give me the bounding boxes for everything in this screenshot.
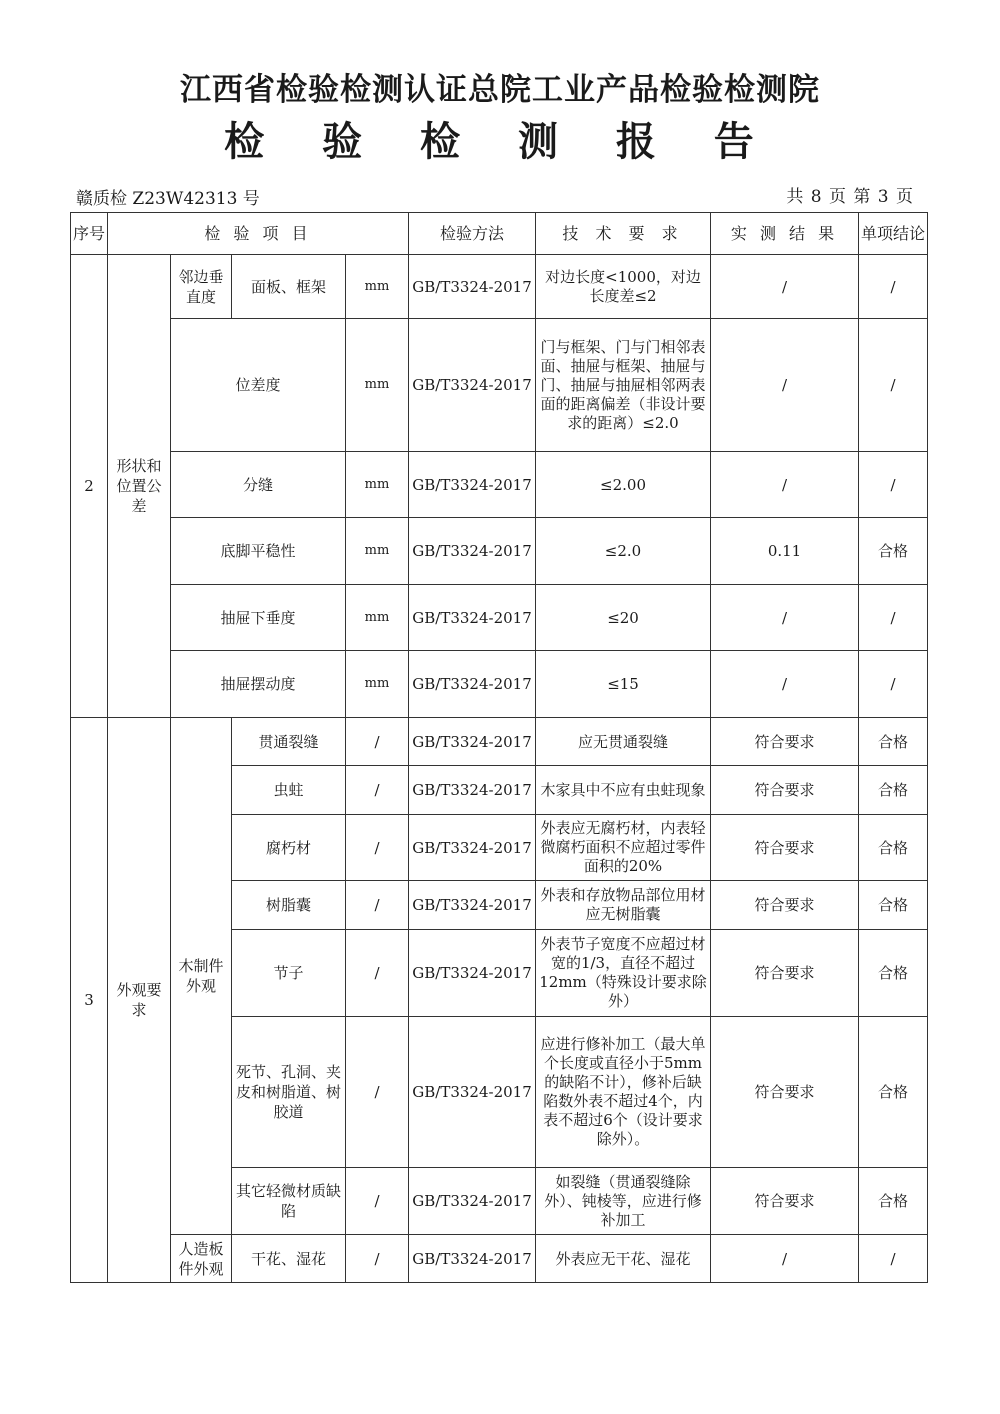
conclusion: 合格	[859, 930, 928, 1017]
conclusion: /	[859, 319, 928, 452]
item-name: 腐朽材	[232, 815, 346, 881]
document-title: 检 验 检 测 报 告	[224, 119, 776, 165]
result: 符合要求	[711, 718, 859, 766]
subgroup-name: 木制件外观	[171, 718, 232, 1235]
item-name: 干花、湿花	[232, 1235, 346, 1283]
result: 符合要求	[711, 1168, 859, 1235]
item-name: 抽屉摆动度	[171, 651, 346, 718]
unit: /	[346, 881, 409, 930]
item-name: 节子	[232, 930, 346, 1017]
result: 符合要求	[711, 766, 859, 815]
result: /	[711, 255, 859, 319]
requirement: ≤15	[536, 651, 711, 718]
method: GB/T3324-2017	[409, 718, 536, 766]
item-name: 分缝	[171, 452, 346, 518]
table-row	[71, 319, 928, 452]
group-seq: 2	[71, 255, 108, 718]
col-method: 检验方法	[409, 213, 536, 255]
requirement: 应无贯通裂缝	[536, 718, 711, 766]
requirement: 木家具中不应有虫蛀现象	[536, 766, 711, 815]
unit: /	[346, 718, 409, 766]
requirement: 外表应无腐朽材，内表轻微腐朽面积不应超过零件面积的20%	[536, 815, 711, 881]
result: /	[711, 1235, 859, 1283]
conclusion: 合格	[859, 1168, 928, 1235]
col-seq: 序号	[71, 213, 108, 255]
method: GB/T3324-2017	[409, 518, 536, 585]
method: GB/T3324-2017	[409, 815, 536, 881]
col-result: 实 测 结 果	[711, 213, 859, 255]
item-name: 贯通裂缝	[232, 718, 346, 766]
conclusion: /	[859, 255, 928, 319]
requirement: 应进行修补加工（最大单个长度或直径小于5mm的缺陷不计），修补后缺陷数外表不超过4个，内表不超过6个（设计要求除外）。	[536, 1017, 711, 1168]
conclusion: 合格	[859, 766, 928, 815]
table-row	[71, 718, 928, 766]
col-item: 检 验 项 目	[108, 213, 409, 255]
method: GB/T3324-2017	[409, 1017, 536, 1168]
method: GB/T3324-2017	[409, 319, 536, 452]
conclusion: 合格	[859, 815, 928, 881]
item-name: 树脂囊	[232, 881, 346, 930]
method: GB/T3324-2017	[409, 255, 536, 319]
unit: /	[346, 1168, 409, 1235]
result: 符合要求	[711, 1017, 859, 1168]
table-row	[71, 452, 928, 518]
item-name: 位差度	[171, 319, 346, 452]
method: GB/T3324-2017	[409, 1235, 536, 1283]
unit: mm	[346, 518, 409, 585]
method: GB/T3324-2017	[409, 651, 536, 718]
method: GB/T3324-2017	[409, 766, 536, 815]
method: GB/T3324-2017	[409, 1168, 536, 1235]
requirement: ≤20	[536, 585, 711, 651]
subgroup-name: 人造板件外观	[171, 1235, 232, 1283]
unit: /	[346, 1235, 409, 1283]
item-name: 底脚平稳性	[171, 518, 346, 585]
item-parent: 邻边垂直度	[171, 255, 232, 319]
requirement: ≤2.00	[536, 452, 711, 518]
table-row	[71, 1235, 928, 1283]
requirement: 门与框架、门与门相邻表面、抽屉与框架、抽屉与门、抽屉与抽屉相邻两表面的距离偏差（非设计要求的距离）≤2.0	[536, 319, 711, 452]
conclusion: /	[859, 585, 928, 651]
result: /	[711, 651, 859, 718]
method: GB/T3324-2017	[409, 585, 536, 651]
unit: /	[346, 930, 409, 1017]
table-row	[71, 518, 928, 585]
item-name: 抽屉下垂度	[171, 585, 346, 651]
result: /	[711, 319, 859, 452]
conclusion: 合格	[859, 881, 928, 930]
requirement: ≤2.0	[536, 518, 711, 585]
result: 0.11	[711, 518, 859, 585]
table-header-row	[71, 213, 928, 255]
conclusion: 合格	[859, 718, 928, 766]
report-number: 赣质检 Z23W42313 号	[76, 189, 260, 209]
result: 符合要求	[711, 930, 859, 1017]
result: 符合要求	[711, 815, 859, 881]
requirement: 如裂缝（贯通裂缝除外）、钝棱等，应进行修补加工	[536, 1168, 711, 1235]
method: GB/T3324-2017	[409, 881, 536, 930]
unit: /	[346, 766, 409, 815]
group-seq: 3	[71, 718, 108, 1283]
item-name: 面板、框架	[232, 255, 346, 319]
col-requirement: 技 术 要 求	[536, 213, 711, 255]
table-row	[71, 585, 928, 651]
unit: mm	[346, 452, 409, 518]
col-conclusion: 单项结论	[859, 213, 928, 255]
unit: mm	[346, 319, 409, 452]
group-name: 外观要求	[108, 718, 171, 1283]
result: /	[711, 585, 859, 651]
conclusion: 合格	[859, 518, 928, 585]
requirement: 对边长度<1000，对边长度差≤2	[536, 255, 711, 319]
conclusion: /	[859, 452, 928, 518]
result: /	[711, 452, 859, 518]
group-name: 形状和位置公差	[108, 255, 171, 718]
unit: mm	[346, 651, 409, 718]
page-indicator: 共 8 页 第 3 页	[786, 187, 914, 207]
unit: mm	[346, 255, 409, 319]
conclusion: 合格	[859, 1017, 928, 1168]
requirement: 外表和存放物品部位用材应无树脂囊	[536, 881, 711, 930]
method: GB/T3324-2017	[409, 452, 536, 518]
unit: mm	[346, 585, 409, 651]
result: 符合要求	[711, 881, 859, 930]
item-name: 虫蛀	[232, 766, 346, 815]
conclusion: /	[859, 1235, 928, 1283]
org-name: 江西省检验检测认证总院工业产品检验检测院	[180, 72, 820, 108]
conclusion: /	[859, 651, 928, 718]
method: GB/T3324-2017	[409, 930, 536, 1017]
unit: /	[346, 815, 409, 881]
requirement: 外表节子宽度不应超过材宽的1/3，直径不超过12mm（特殊设计要求除外）	[536, 930, 711, 1017]
requirement: 外表应无干花、湿花	[536, 1235, 711, 1283]
inspection-table	[70, 212, 928, 1283]
table-row	[71, 255, 928, 319]
table-row	[71, 651, 928, 718]
item-name: 其它轻微材质缺陷	[232, 1168, 346, 1235]
unit: /	[346, 1017, 409, 1168]
item-name: 死节、孔洞、夹皮和树脂道、树胶道	[232, 1017, 346, 1168]
